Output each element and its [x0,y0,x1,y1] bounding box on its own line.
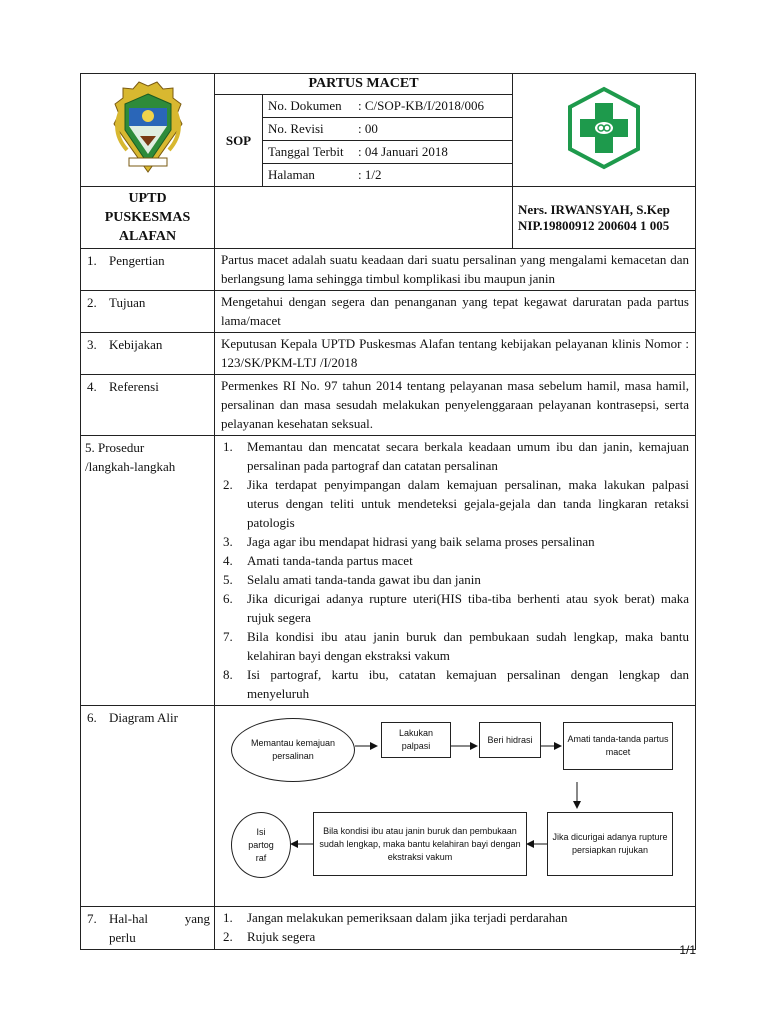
node-amati: Amati tanda-tanda partus macet [563,722,673,770]
step-number: 8. [223,667,233,682]
org-line: UPTD [128,191,167,206]
list-item [217,589,689,627]
notes-list [217,908,689,946]
node-hidrasi: Beri hidrasi [479,722,541,758]
flow-diagram [215,706,696,907]
row-number: 1. [87,253,97,268]
list-item [217,551,689,570]
row-label: Referensi [109,379,159,394]
meta-label: Tanggal Terbit [268,144,344,159]
list-item [217,437,689,475]
row-label: Kebijakan [109,337,163,352]
row-label: Pengertian [109,253,165,268]
sop-label: SOP [215,95,263,187]
row-label-referensi [81,375,215,436]
sop-table [80,73,696,950]
step-text: Jika terdapat penyimpangan dalam kemajuan persalinan, maka lakukan palpasi uterus dengan teliti untuk mendeteksi gejala-gejala dan tanda lingkaran retaksi patologis [247,477,689,530]
step-number: 3. [223,534,233,549]
row-label: /langkah-langkah [85,459,176,474]
step-number: 2. [223,477,233,492]
step-text: Selalu amati tanda-tanda gawat ibu dan janin [247,572,481,587]
step-text: Isi partograf, kartu ibu, catatan kemajuan persalinan dengan lengkap dan menyeluruh [247,667,689,701]
row-label: perlu [109,930,136,945]
meta-label: Halaman [268,167,315,182]
row-number: 7. [87,911,97,926]
node-palpasi: Lakukan palpasi [381,722,451,758]
document-title: PARTUS MACET [215,74,513,95]
blank-cell [215,187,513,249]
row-label-hal [81,907,215,950]
row-label-prosedur [81,436,215,706]
list-item [217,908,689,927]
signer-name: Ners. IRWANSYAH, S.Kep [518,201,670,217]
row-number: 4. [87,379,97,394]
page-number: 1/1 [679,943,696,957]
puskesmas-cross-icon [564,85,644,171]
meta-label: No. Dokumen [268,98,342,113]
step-text: Amati tanda-tanda partus macet [247,553,413,568]
signer-block [513,187,696,249]
organization-name [81,187,215,249]
step-text: Bila kondisi ibu atau janin buruk dan pembukaan sudah lengkap, maka bantu kelahiran bayi dengan ekstraksi vakum [247,629,689,663]
puskesmas-logo-cell [513,74,696,187]
row-text-tujuan: Mengetahui dengan segera dan penanganan yang tepat kegawat daruratan pada partus lama/macet [215,291,696,333]
org-line: PUSKESMAS [104,210,191,225]
item-text: Rujuk segera [247,929,316,944]
meta-value: : 00 [358,121,378,136]
row-label-kebijakan [81,333,215,375]
row-label: Hal-hal [109,911,148,926]
meta-value: : 1/2 [358,167,382,182]
procedure-list [217,437,689,703]
step-text: Jaga agar ibu mendapat hidrasi yang baik selama proses persalinan [247,534,595,549]
org-line: ALAFAN [118,229,177,244]
list-item [217,927,689,946]
row-number: 6. [87,710,97,725]
step-number: 5. [223,572,233,587]
row-label: 5. Prosedur [85,440,145,455]
row-text-referensi: Permenkes RI No. 97 tahun 2014 tentang pelayanan masa sebelum hamil, masa hamil, persalinan dan masa sesudah melakukan penyelenggaraan pelayanan kontrasepsi, serta pelayanan kesehatan seksual. [215,375,696,436]
row-number: 3. [87,337,97,352]
meta-value: : C/SOP-KB/I/2018/006 [358,98,485,113]
step-number: 1. [223,439,233,454]
row-text-kebijakan: Keputusan Kepala UPTD Puskesmas Alafan tentang kebijakan pelayanan klinis Nomor : 123/SK/PKM-LTJ /I/2018 [215,333,696,375]
signer-nip: NIP.19800912 200604 1 005 [518,217,670,233]
meta-no-revisi [263,118,513,141]
regional-emblem-icon [107,80,189,176]
step-number: 7. [223,629,233,644]
step-text: Memantau dan mencatat secara berkala keadaan umum ibu dan janin, kemajuan persalinan pada partograf dan catatan persalinan [247,439,689,473]
row-number: 2. [87,295,97,310]
regional-emblem-cell [81,74,215,187]
row-label: Tujuan [109,295,146,310]
step-number: 4. [223,553,233,568]
row-label-pengertian [81,249,215,291]
row-label: yang [184,911,210,926]
meta-tanggal-terbit [263,141,513,164]
row-label-diagram [81,706,215,907]
step-number: 6. [223,591,233,606]
meta-label: No. Revisi [268,121,324,136]
row-label: Diagram Alir [109,710,178,725]
list-item [217,665,689,703]
meta-no-dokumen [263,95,513,118]
item-number: 1. [223,910,233,925]
notes-list-cell [215,907,696,950]
node-rupture: Jika dicurigai adanya rupture persiapkan rujukan [547,812,673,876]
list-item [217,475,689,532]
procedure-steps [215,436,696,706]
meta-value: : 04 Januari 2018 [358,144,448,159]
list-item [217,627,689,665]
item-number: 2. [223,929,233,944]
step-text: Jika dicurigai adanya rupture uteri(HIS tiba-tiba berhenti atau syok berat) maka rujuk segera [247,591,689,625]
list-item [217,570,689,589]
row-label-tujuan [81,291,215,333]
item-text: Jangan melakukan pemeriksaan dalam jika terjadi perdarahan [247,910,568,925]
node-memantau: Memantau kemajuan persalinan [231,718,355,782]
row-text-pengertian: Partus macet adalah suatu keadaan dari suatu persalinan yang mengalami kemacetan dan berlangsung lama sehingga timbul komplikasi ibu maupun janin [215,249,696,291]
meta-halaman [263,164,513,187]
list-item [217,532,689,551]
node-isi: Isi partog raf [231,812,291,878]
node-kondisi: Bila kondisi ibu atau janin buruk dan pembukaan sudah lengkap, maka bantu kelahiran bayi dengan ekstraksi vakum [313,812,527,876]
